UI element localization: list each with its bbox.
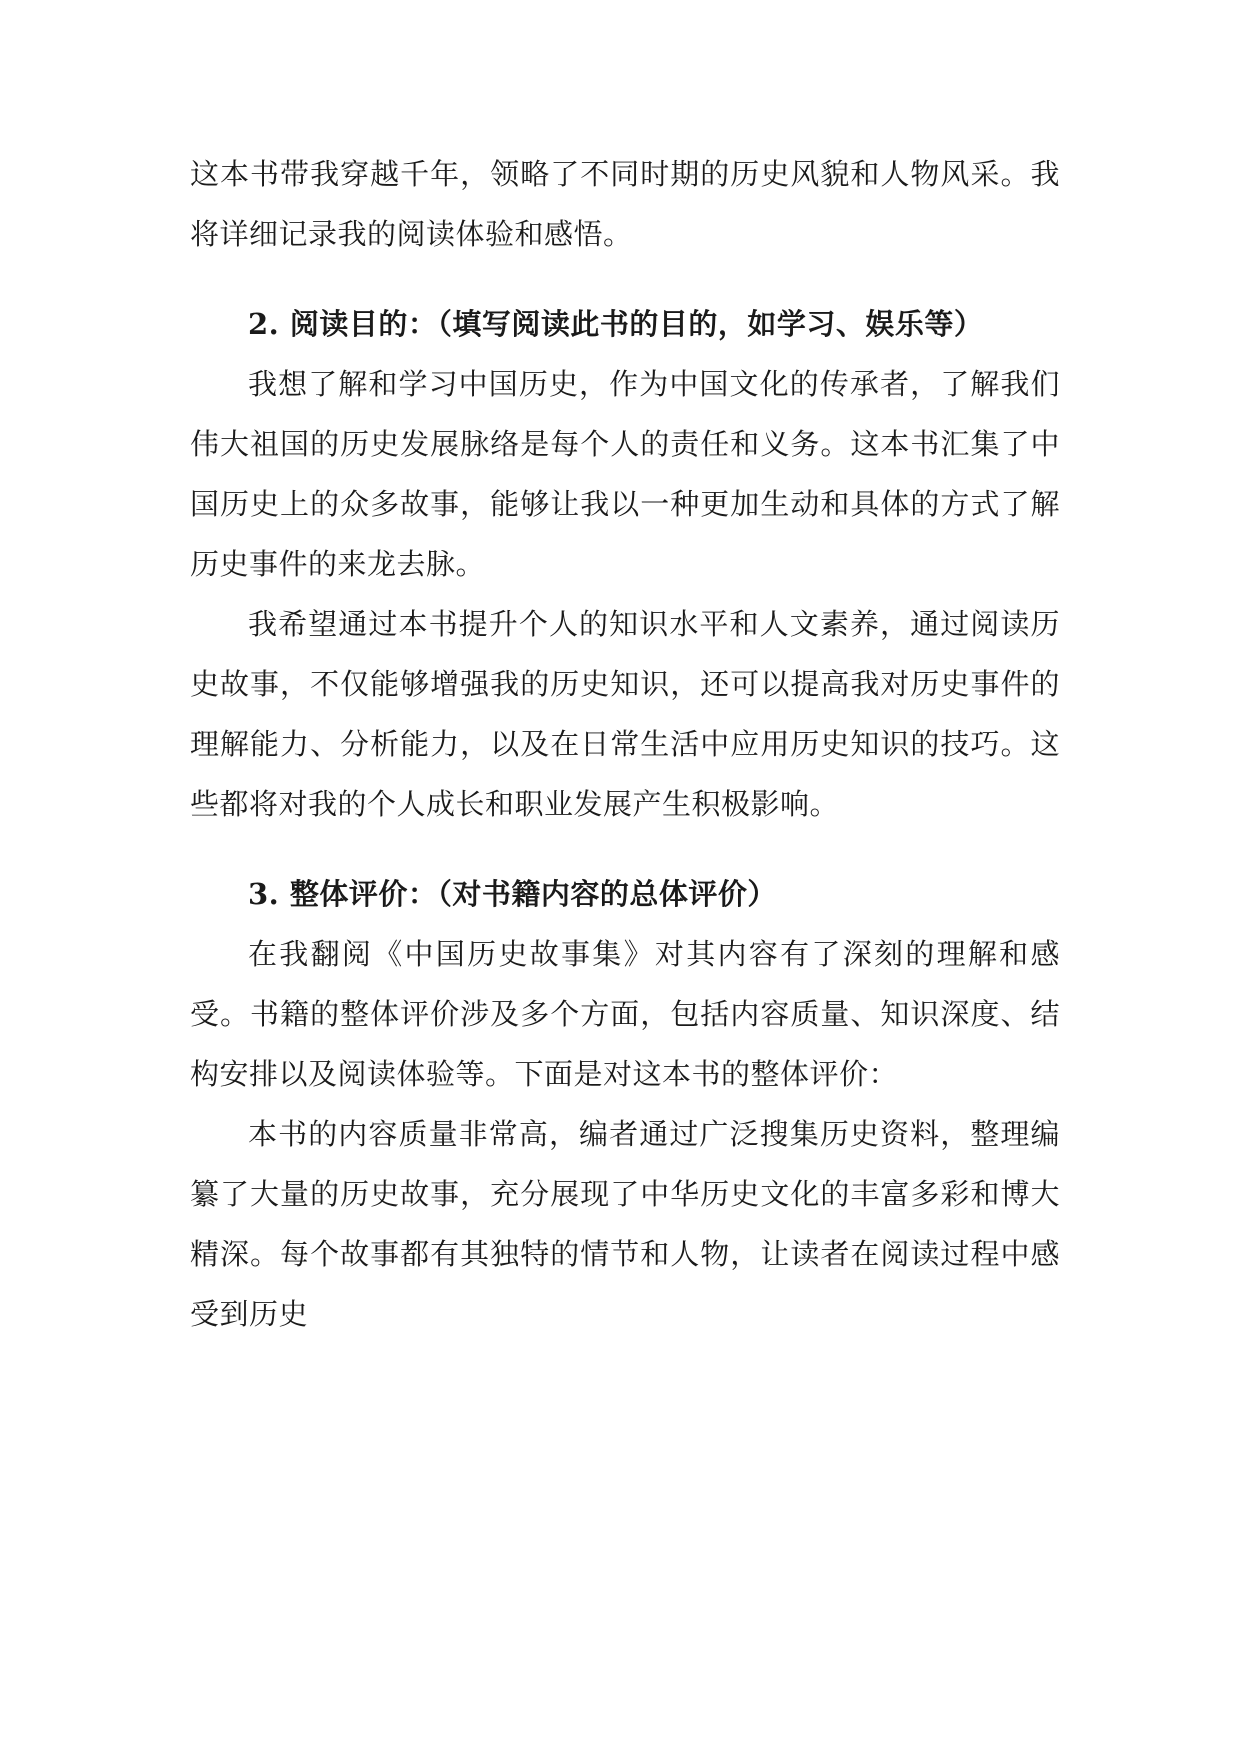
- section-3-paragraph-1: 在我翻阅《中国历史故事集》对其内容有了深刻的理解和感受。书籍的整体评价涉及多个方面，包括内容质量、知识深度、结构安排以及阅读体验等。下面是对这本书的整体评价：: [190, 937, 1060, 1091]
- section-2-paragraph-1: 我想了解和学习中国历史，作为中国文化的传承者，了解我们伟大祖国的历史发展脉络是每个人的责任和义务。这本书汇集了中国历史上的众多故事，能够让我以一种更加生动和具体的方式了解历史事件的来龙去脉。: [190, 367, 1060, 581]
- section-2-heading: 2. 阅读目的：（填写阅读此书的目的，如学习、娱乐等）: [248, 307, 984, 341]
- section-2-paragraph-2: 我希望通过本书提升个人的知识水平和人文素养，通过阅读历史故事，不仅能够增强我的历史知识，还可以提高我对历史事件的理解能力、分析能力，以及在日常生活中应用历史知识的技巧。这些都将对我的个人成长和职业发展产生积极影响。: [190, 607, 1060, 821]
- section-3-heading: 3. 整体评价：（对书籍内容的总体评价）: [248, 877, 777, 911]
- intro-paragraph: 这本书带我穿越千年，领略了不同时期的历史风貌和人物风采。我将详细记录我的阅读体验和感悟。: [190, 157, 1060, 251]
- section-3-paragraph-2: 本书的内容质量非常高，编者通过广泛搜集历史资料，整理编纂了大量的历史故事，充分展现了中华历史文化的丰富多彩和博大精深。每个故事都有其独特的情节和人物，让读者在阅读过程中感受到历史: [190, 1117, 1060, 1331]
- document-body: [190, 144, 1060, 1344]
